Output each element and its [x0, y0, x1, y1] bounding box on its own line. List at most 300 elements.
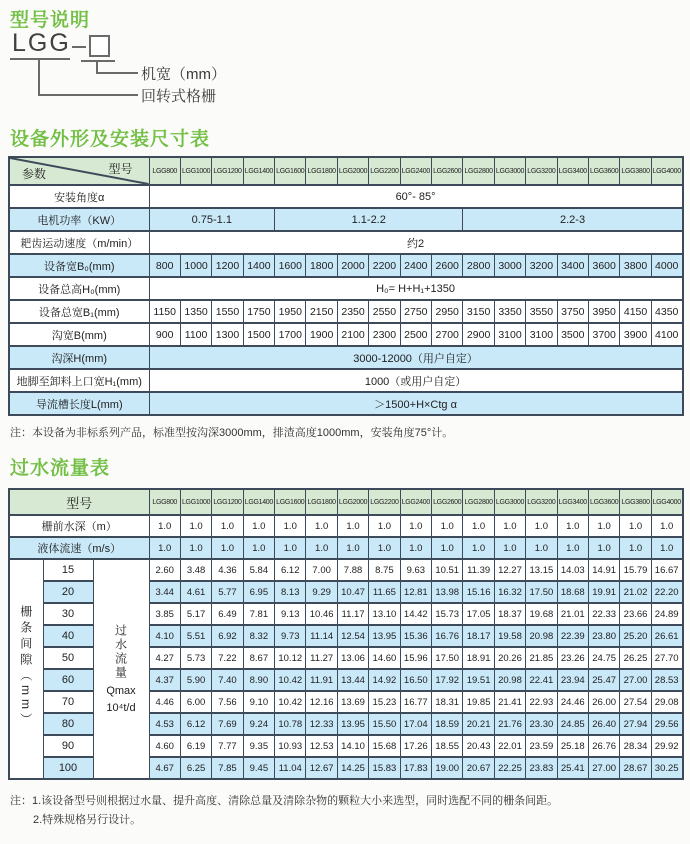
param-row-label: 沟深H(mm) [9, 346, 149, 369]
flow-value-cell: 20.43 [463, 735, 494, 757]
flow-value-cell: 5.90 [180, 669, 211, 691]
param-value-cell: 3100 [494, 323, 525, 346]
gap-value-cell: 90 [43, 735, 93, 757]
model-header-cell: LGG1000 [180, 157, 211, 185]
param-value-cell: 2500 [400, 323, 431, 346]
param-value-cell: 2300 [369, 323, 400, 346]
depth-value-cell: 1.0 [620, 515, 651, 537]
flow-value-cell: 6.95 [243, 581, 274, 603]
flow-label-vertical-text: 过水流量 [113, 624, 128, 680]
flow-value-cell: 10.46 [306, 603, 337, 625]
model-header-cell: LGG3400 [557, 489, 588, 515]
flow-value-cell: 25.41 [557, 757, 588, 779]
gap-value-cell: 20 [43, 581, 93, 603]
model-header-cell: LGG2000 [337, 157, 368, 185]
param-row-label: 设备宽B₀(mm) [9, 254, 149, 277]
section-title-model-explanation: 型号说明 [10, 10, 91, 31]
flow-value-cell: 5.73 [180, 647, 211, 669]
model-header-cell: LGG3000 [494, 489, 525, 515]
flow-value-cell: 18.55 [432, 735, 463, 757]
flow-value-cell: 11.39 [463, 559, 494, 581]
flow-value-cell: 22.93 [526, 691, 557, 713]
flow-value-cell: 24.75 [588, 647, 619, 669]
flow-value-cell: 16.76 [432, 625, 463, 647]
flow-value-cell: 9.63 [400, 559, 431, 581]
param-value-cell: 1400 [243, 254, 274, 277]
flow-value-cell: 25.20 [620, 625, 651, 647]
flow-value-cell: 23.26 [557, 647, 588, 669]
param-value-cell: 3600 [588, 254, 619, 277]
flow-value-cell: 10.42 [275, 691, 306, 713]
depth-value-cell: 1.0 [180, 515, 211, 537]
velocity-value-cell: 1.0 [588, 537, 619, 559]
flow-value-cell: 4.36 [212, 559, 243, 581]
model-header-cell: LGG1200 [212, 157, 243, 185]
param-value-cell: 800 [149, 254, 180, 277]
param-value-cell: 2150 [306, 300, 337, 323]
flow-value-cell: 16.32 [494, 581, 525, 603]
flow-value-cell: 27.00 [588, 757, 619, 779]
param-value-cell: 1300 [212, 323, 243, 346]
flow-value-cell: 3.48 [180, 559, 211, 581]
param-value-cell: 2700 [432, 323, 463, 346]
flow-value-cell: 30.25 [651, 757, 682, 779]
flow-value-cell: 13.15 [526, 559, 557, 581]
flow-value-cell: 22.41 [526, 669, 557, 691]
flow-value-cell: 28.53 [651, 669, 682, 691]
flow-table [8, 488, 684, 780]
param-value-cell: 3950 [588, 300, 619, 323]
param-value-cell: 3500 [557, 323, 588, 346]
depth-row-label: 栅前水深（m） [9, 515, 149, 537]
flow-value-cell: 25.18 [557, 735, 588, 757]
flow-value-cell: 6.92 [212, 625, 243, 647]
flow-value-cell: 22.01 [494, 735, 525, 757]
flow-value-cell: 19.68 [526, 603, 557, 625]
flow-value-cell: 18.68 [557, 581, 588, 603]
section-title-dimensions: 设备外形及安装尺寸表 [10, 129, 211, 150]
flow-value-cell: 22.39 [557, 625, 588, 647]
flow-value-cell: 21.41 [494, 691, 525, 713]
model-dash-line [72, 46, 86, 48]
param-value-cell: 3750 [557, 300, 588, 323]
flow-value-cell: 27.00 [620, 669, 651, 691]
flow-value-cell: 21.76 [494, 713, 525, 735]
flow-value-cell: 7.69 [212, 713, 243, 735]
flow-column-label [93, 559, 149, 779]
flow-value-cell: 7.88 [337, 559, 368, 581]
flow-header-model-label: 型号 [9, 489, 149, 515]
param-value-cell: 3350 [494, 300, 525, 323]
depth-value-cell: 1.0 [149, 515, 180, 537]
flow-value-cell: 25.47 [588, 669, 619, 691]
param-row-label: 设备总宽B₁(mm) [9, 300, 149, 323]
velocity-value-cell: 1.0 [243, 537, 274, 559]
param-value-cell: 3100 [526, 323, 557, 346]
velocity-value-cell: 1.0 [526, 537, 557, 559]
flow-value-cell: 12.27 [494, 559, 525, 581]
param-row-label: 电机功率（KW） [9, 208, 149, 231]
param-value-cell: 2950 [432, 300, 463, 323]
param-row-label: 沟宽B(mm) [9, 323, 149, 346]
flow-value-cell: 5.17 [180, 603, 211, 625]
model-header-cell: LGG2000 [337, 489, 368, 515]
flow-value-cell: 5.77 [212, 581, 243, 603]
flow-value-cell: 6.49 [212, 603, 243, 625]
flow-value-cell: 15.36 [400, 625, 431, 647]
flow-value-cell: 10.12 [275, 647, 306, 669]
flow-value-cell: 8.67 [243, 647, 274, 669]
flow-value-cell: 4.27 [149, 647, 180, 669]
dimension-table-note: 注：本设备为非标系列产品，标准型按沟深3000mm，排渣高度1000mm，安装角度75°计。 [10, 427, 454, 439]
model-header-cell: LGG1600 [275, 157, 306, 185]
flow-value-cell: 12.67 [306, 757, 337, 779]
model-header-cell: LGG800 [149, 489, 180, 515]
flow-value-cell: 9.73 [275, 625, 306, 647]
depth-value-cell: 1.0 [557, 515, 588, 537]
model-header-cell: LGG1000 [180, 489, 211, 515]
flow-value-cell: 6.19 [180, 735, 211, 757]
flow-value-cell: 17.04 [400, 713, 431, 735]
depth-value-cell: 1.0 [212, 515, 243, 537]
param-value-cell: 1000 [180, 254, 211, 277]
model-header-cell: LGG3800 [620, 489, 651, 515]
velocity-value-cell: 1.0 [620, 537, 651, 559]
flow-value-cell: 9.13 [275, 603, 306, 625]
flow-value-cell: 4.37 [149, 669, 180, 691]
flow-value-cell: 18.17 [463, 625, 494, 647]
flow-value-cell: 12.54 [337, 625, 368, 647]
flow-value-cell: 18.91 [463, 647, 494, 669]
flow-value-cell: 15.16 [463, 581, 494, 603]
param-span-value: 3000-12000（用户自定） [149, 346, 683, 369]
flow-value-cell: 28.67 [620, 757, 651, 779]
gap-label-vertical-text: 栅条间隙（mm） [18, 604, 33, 729]
flow-value-cell: 20.67 [463, 757, 494, 779]
flow-qmax-label: Qmax [106, 685, 136, 697]
flow-value-cell: 6.12 [275, 559, 306, 581]
flow-value-cell: 26.76 [588, 735, 619, 757]
model-header-cell: LGG4000 [651, 157, 682, 185]
param-value-cell: 3550 [526, 300, 557, 323]
flow-value-cell: 16.77 [400, 691, 431, 713]
flow-value-cell: 9.45 [243, 757, 274, 779]
gap-value-cell: 50 [43, 647, 93, 669]
corner-label-model: 型号 [108, 162, 133, 176]
flow-value-cell: 7.40 [212, 669, 243, 691]
param-row-label: 耙齿运动速度（m/min） [9, 231, 149, 254]
model-header-cell: LGG2800 [463, 157, 494, 185]
model-header-cell: LGG4000 [651, 489, 682, 515]
flow-value-cell: 20.21 [463, 713, 494, 735]
param-value-cell: 1550 [212, 300, 243, 323]
param-span-value: 约2 [149, 231, 683, 254]
flow-value-cell: 10.47 [337, 581, 368, 603]
flow-value-cell: 23.59 [526, 735, 557, 757]
param-span-value: ＞1500+H×Ctg α [149, 392, 683, 415]
velocity-value-cell: 1.0 [400, 537, 431, 559]
param-value-cell: 3800 [620, 254, 651, 277]
flow-value-cell: 11.27 [306, 647, 337, 669]
flow-value-cell: 14.91 [588, 559, 619, 581]
gap-value-cell: 70 [43, 691, 93, 713]
velocity-value-cell: 1.0 [306, 537, 337, 559]
param-value-cell: 1950 [275, 300, 306, 323]
flow-value-cell: 22.25 [494, 757, 525, 779]
param-value-cell: 3200 [526, 254, 557, 277]
flow-value-cell: 6.25 [180, 757, 211, 779]
model-header-cell: LGG2600 [432, 489, 463, 515]
param-row-label: 安装角度α [9, 185, 149, 208]
connector-line-type [38, 60, 138, 96]
flow-value-cell: 21.01 [557, 603, 588, 625]
flow-value-cell: 13.98 [432, 581, 463, 603]
flow-value-cell: 13.44 [337, 669, 368, 691]
param-row-label: 设备总高H₀(mm) [9, 277, 149, 300]
param-range-value: 2.2-3 [463, 208, 683, 231]
depth-value-cell: 1.0 [588, 515, 619, 537]
machine-width-label: 机宽（mm） [141, 66, 226, 83]
depth-value-cell: 1.0 [463, 515, 494, 537]
velocity-value-cell: 1.0 [463, 537, 494, 559]
flow-value-cell: 14.92 [369, 669, 400, 691]
flow-value-cell: 23.80 [588, 625, 619, 647]
flow-value-cell: 19.00 [432, 757, 463, 779]
param-row-label: 导流槽长度L(mm) [9, 392, 149, 415]
param-value-cell: 2800 [463, 254, 494, 277]
param-value-cell: 1500 [243, 323, 274, 346]
param-value-cell: 1700 [275, 323, 306, 346]
flow-table-note-line1: 注：1.该设备型号则根据过水量、提升高度、清除总量及清除杂物的颗粒大小来选型，同时选配不同的栅条间距。 [10, 795, 559, 807]
gap-column-label [9, 559, 43, 779]
flow-value-cell: 8.13 [275, 581, 306, 603]
flow-value-cell: 13.06 [337, 647, 368, 669]
model-header-cell: LGG1200 [212, 489, 243, 515]
flow-value-cell: 26.25 [620, 647, 651, 669]
flow-value-cell: 7.22 [212, 647, 243, 669]
param-value-cell: 4350 [651, 300, 682, 323]
depth-value-cell: 1.0 [337, 515, 368, 537]
model-header-cell: LGG1800 [306, 157, 337, 185]
param-value-cell: 2200 [369, 254, 400, 277]
flow-value-cell: 7.81 [243, 603, 274, 625]
model-header-cell: LGG2800 [463, 489, 494, 515]
flow-value-cell: 9.35 [243, 735, 274, 757]
flow-value-cell: 26.61 [651, 625, 682, 647]
flow-value-cell: 17.50 [526, 581, 557, 603]
model-header-cell: LGG2600 [432, 157, 463, 185]
gap-value-cell: 30 [43, 603, 93, 625]
flow-value-cell: 5.51 [180, 625, 211, 647]
param-value-cell: 3150 [463, 300, 494, 323]
flow-value-cell: 3.85 [149, 603, 180, 625]
param-value-cell: 2550 [369, 300, 400, 323]
flow-value-cell: 29.08 [651, 691, 682, 713]
flow-value-cell: 15.68 [369, 735, 400, 757]
depth-value-cell: 1.0 [275, 515, 306, 537]
param-range-value: 1.1-2.2 [275, 208, 463, 231]
flow-value-cell: 17.83 [400, 757, 431, 779]
flow-value-cell: 27.70 [651, 647, 682, 669]
model-header-cell: LGG2200 [369, 489, 400, 515]
corner-label-parameter: 参数 [22, 167, 47, 181]
flow-value-cell: 28.34 [620, 735, 651, 757]
velocity-row-label: 液体流速（m/s） [9, 537, 149, 559]
flow-value-cell: 4.10 [149, 625, 180, 647]
flow-value-cell: 15.96 [400, 647, 431, 669]
param-span-value: H₀= H+H₁+1350 [149, 277, 683, 300]
flow-value-cell: 4.46 [149, 691, 180, 713]
flow-value-cell: 22.33 [588, 603, 619, 625]
flow-value-cell: 26.40 [588, 713, 619, 735]
flow-value-cell: 27.94 [620, 713, 651, 735]
model-header-cell: LGG1400 [243, 489, 274, 515]
depth-value-cell: 1.0 [526, 515, 557, 537]
param-value-cell: 3700 [588, 323, 619, 346]
param-value-cell: 1150 [149, 300, 180, 323]
model-header-cell: LGG3600 [588, 489, 619, 515]
flow-value-cell: 19.58 [494, 625, 525, 647]
flow-value-cell: 20.98 [526, 625, 557, 647]
param-value-cell: 3400 [557, 254, 588, 277]
param-value-cell: 2100 [337, 323, 368, 346]
param-value-cell: 1100 [180, 323, 211, 346]
flow-table-note-line2: 2.特殊规格另行设计。 [33, 814, 142, 826]
param-value-cell: 1600 [275, 254, 306, 277]
velocity-value-cell: 1.0 [494, 537, 525, 559]
model-header-cell: LGG3400 [557, 157, 588, 185]
flow-value-cell: 20.98 [494, 669, 525, 691]
flow-value-cell: 4.61 [180, 581, 211, 603]
model-number-diagram [0, 0, 690, 120]
flow-value-cell: 11.65 [369, 581, 400, 603]
param-value-cell: 2350 [337, 300, 368, 323]
flow-value-cell: 23.66 [620, 603, 651, 625]
flow-value-cell: 22.20 [651, 581, 682, 603]
gap-value-cell: 60 [43, 669, 93, 691]
model-header-cell: LGG2400 [400, 489, 431, 515]
flow-value-cell: 14.10 [337, 735, 368, 757]
depth-value-cell: 1.0 [651, 515, 682, 537]
flow-value-cell: 10.78 [275, 713, 306, 735]
model-header-cell: LGG2200 [369, 157, 400, 185]
flow-value-cell: 17.50 [432, 647, 463, 669]
model-code-text: LGG [12, 29, 71, 57]
flow-value-cell: 13.69 [337, 691, 368, 713]
flow-value-cell: 14.25 [337, 757, 368, 779]
param-value-cell: 900 [149, 323, 180, 346]
flow-value-cell: 24.85 [557, 713, 588, 735]
model-header-cell: LGG800 [149, 157, 180, 185]
flow-value-cell: 6.00 [180, 691, 211, 713]
flow-value-cell: 16.67 [651, 559, 682, 581]
param-range-value: 0.75-1.1 [149, 208, 275, 231]
section-title-flow: 过水流量表 [10, 458, 111, 479]
flow-value-cell: 24.89 [651, 603, 682, 625]
velocity-value-cell: 1.0 [369, 537, 400, 559]
param-value-cell: 3900 [620, 323, 651, 346]
velocity-value-cell: 1.0 [557, 537, 588, 559]
flow-value-cell: 13.95 [337, 713, 368, 735]
flow-value-cell: 6.12 [180, 713, 211, 735]
flow-value-cell: 12.33 [306, 713, 337, 735]
param-value-cell: 2400 [400, 254, 431, 277]
flow-value-cell: 11.14 [306, 625, 337, 647]
flow-value-cell: 8.32 [243, 625, 274, 647]
param-span-value: 60°- 85° [149, 185, 683, 208]
flow-value-cell: 17.05 [463, 603, 494, 625]
flow-value-cell: 29.56 [651, 713, 682, 735]
param-value-cell: 1200 [212, 254, 243, 277]
flow-value-cell: 12.81 [400, 581, 431, 603]
model-header-cell: LGG3800 [620, 157, 651, 185]
velocity-value-cell: 1.0 [180, 537, 211, 559]
flow-value-cell: 11.17 [337, 603, 368, 625]
param-row-label: 地脚至卸料上口宽H₁(mm) [9, 369, 149, 392]
flow-value-cell: 10.42 [275, 669, 306, 691]
param-value-cell: 1800 [306, 254, 337, 277]
flow-value-cell: 27.54 [620, 691, 651, 713]
flow-value-cell: 7.56 [212, 691, 243, 713]
velocity-value-cell: 1.0 [337, 537, 368, 559]
flow-value-cell: 17.92 [432, 669, 463, 691]
flow-value-cell: 23.94 [557, 669, 588, 691]
param-span-value: 1000（或用户自定） [149, 369, 683, 392]
flow-value-cell: 10.93 [275, 735, 306, 757]
flow-value-cell: 7.85 [212, 757, 243, 779]
depth-value-cell: 1.0 [306, 515, 337, 537]
flow-value-cell: 15.79 [620, 559, 651, 581]
depth-value-cell: 1.0 [243, 515, 274, 537]
model-header-cell: LGG3600 [588, 157, 619, 185]
param-value-cell: 2750 [400, 300, 431, 323]
flow-unit-label: 10⁴t/d [106, 702, 136, 714]
flow-value-cell: 7.00 [306, 559, 337, 581]
model-header-cell: LGG1400 [243, 157, 274, 185]
flow-value-cell: 18.59 [432, 713, 463, 735]
model-header-cell: LGG1800 [306, 489, 337, 515]
flow-value-cell: 24.46 [557, 691, 588, 713]
flow-value-cell: 11.91 [306, 669, 337, 691]
param-value-cell: 1750 [243, 300, 274, 323]
flow-value-cell: 16.50 [400, 669, 431, 691]
gap-value-cell: 80 [43, 713, 93, 735]
depth-value-cell: 1.0 [494, 515, 525, 537]
dimension-table [8, 156, 684, 416]
corner-cell [9, 157, 149, 185]
model-header-cell: LGG3200 [526, 157, 557, 185]
velocity-value-cell: 1.0 [432, 537, 463, 559]
flow-value-cell: 15.73 [432, 603, 463, 625]
flow-value-cell: 23.83 [526, 757, 557, 779]
flow-value-cell: 26.00 [588, 691, 619, 713]
model-header-cell: LGG3000 [494, 157, 525, 185]
flow-value-cell: 12.53 [306, 735, 337, 757]
param-value-cell: 2900 [463, 323, 494, 346]
flow-value-cell: 14.60 [369, 647, 400, 669]
param-value-cell: 2000 [337, 254, 368, 277]
flow-value-cell: 9.29 [306, 581, 337, 603]
flow-value-cell: 14.42 [400, 603, 431, 625]
flow-value-cell: 9.10 [243, 691, 274, 713]
model-header-cell: LGG1600 [275, 489, 306, 515]
flow-value-cell: 4.53 [149, 713, 180, 735]
param-value-cell: 4100 [651, 323, 682, 346]
flow-value-cell: 9.24 [243, 713, 274, 735]
flow-value-cell: 8.90 [243, 669, 274, 691]
flow-value-cell: 17.26 [400, 735, 431, 757]
velocity-value-cell: 1.0 [651, 537, 682, 559]
